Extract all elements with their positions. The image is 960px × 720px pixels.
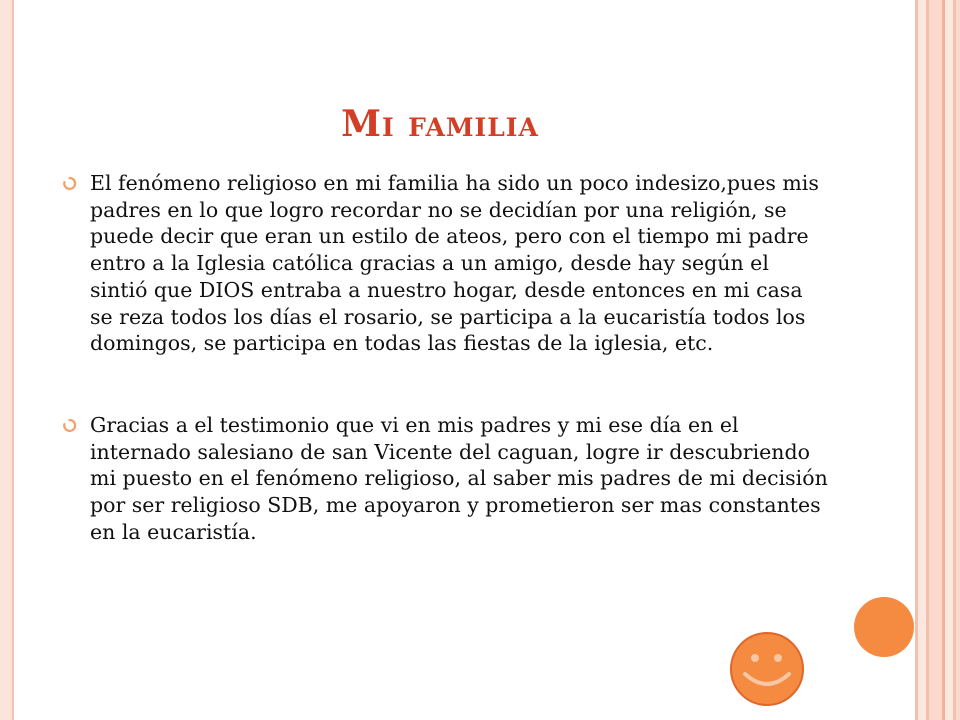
right-decorative-stripes (915, 0, 960, 720)
orange-swirl-bullet-icon (62, 418, 77, 433)
orange-circle-decoration (854, 597, 914, 657)
bullet-list (60, 170, 830, 545)
orange-swirl-bullet-icon (62, 176, 77, 191)
slide-title: Mi familia (341, 103, 539, 145)
bullet-item (60, 170, 830, 357)
smiley-face-icon (728, 630, 806, 708)
bullet-item (60, 412, 830, 546)
bullet-text: Gracias a el testimonio que vi en mis padres y mi ese día en el internado salesiano de san Vicente del caguan, logre ir descubriendo mi puesto en el fenómeno religioso, al saber mis padres de mi decisión por ser religioso SDB, me apoyaron y prometieron ser mas constantes en la eucaristía. (90, 412, 828, 544)
bullet-text: El fenómeno religioso en mi familia ha sido un poco indesizo,pues mis padres en lo que logro recordar no se decidían por una religión, se puede decir que eran un estilo de ateos, pero con el tiempo mi padre entro a la Iglesia católica gracias a un amigo, desde hay según el sintió que DIOS entraba a nuestro hogar, desde entonces en mi casa se reza todos los días el rosario, se participa a la eucaristía todos los domingos, se participa en todas las fiestas de la iglesia, etc. (90, 171, 819, 356)
